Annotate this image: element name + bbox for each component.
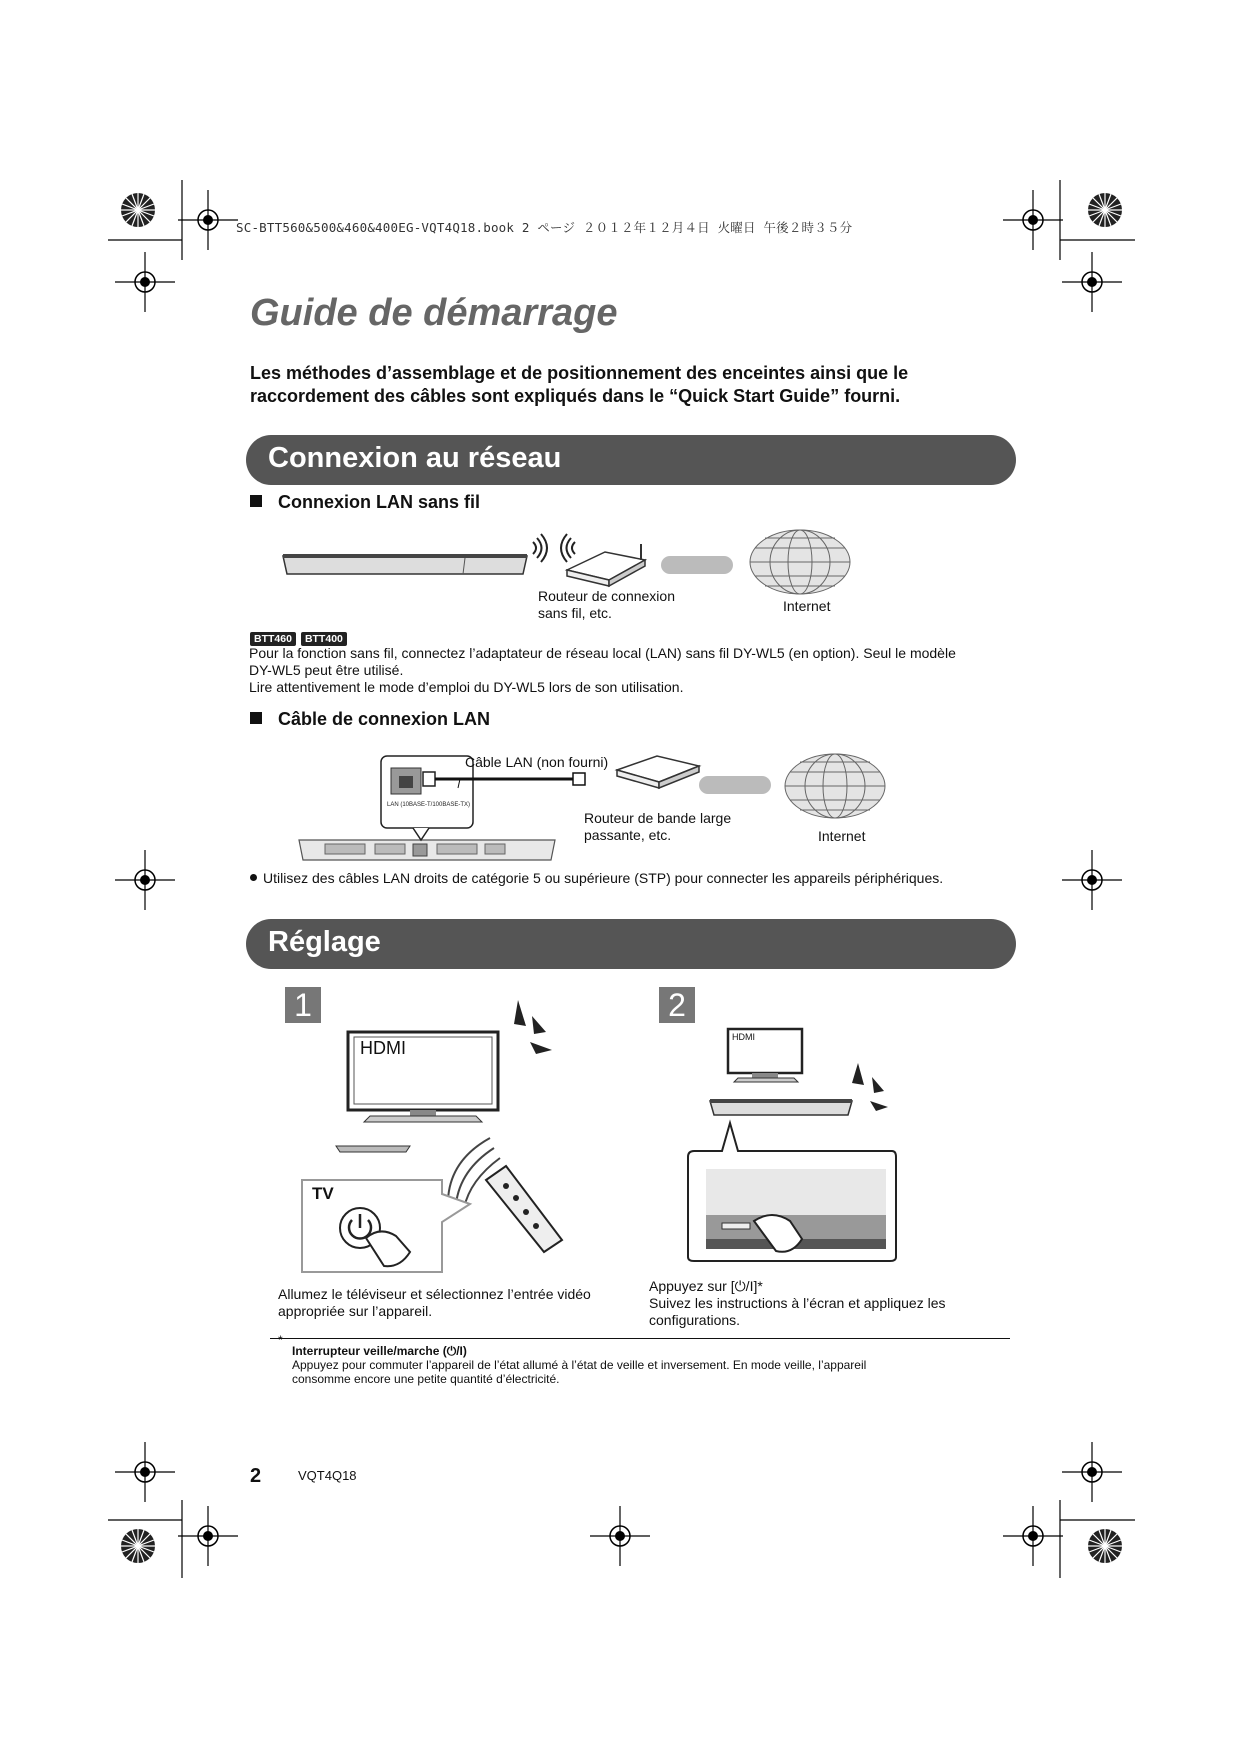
lan-port-callout bbox=[381, 756, 473, 840]
footnote-marker: * bbox=[278, 1333, 283, 1347]
connection-pill bbox=[661, 556, 733, 574]
tv-label: TV bbox=[312, 1184, 334, 1203]
step-1-number: 1 bbox=[285, 987, 321, 1023]
step-2-caption-line1: Appuyez sur [⏻/I]* bbox=[649, 1278, 763, 1294]
wireless-signal-icon bbox=[533, 534, 575, 562]
ir-wave-icon bbox=[448, 1138, 500, 1208]
wireless-router-icon bbox=[567, 544, 645, 586]
model-badge: BTT460 bbox=[250, 632, 296, 646]
power-button-callout bbox=[688, 1123, 896, 1261]
connection-pill bbox=[699, 776, 771, 794]
wired-router-label-line1: Routeur de bande large bbox=[584, 810, 732, 826]
step-2-caption-line2: Suivez les instructions à l’écran et appliquez les bbox=[649, 1295, 946, 1311]
wired-router-label-line2: passante, etc. bbox=[584, 827, 672, 843]
wired-subheading bbox=[250, 709, 490, 730]
player-icon bbox=[336, 1146, 410, 1152]
setup-section-band bbox=[246, 919, 1016, 969]
wireless-subheading bbox=[250, 492, 480, 513]
square-bullet-icon bbox=[250, 495, 262, 507]
wireless-router-label-line1: Routeur de connexion bbox=[538, 588, 675, 604]
signal-flash-icon bbox=[852, 1063, 888, 1111]
page-number: 2 bbox=[250, 1465, 262, 1487]
lan-cable-label: Câble LAN (non fourni) bbox=[465, 754, 609, 770]
bluray-player-rear-icon bbox=[299, 840, 555, 860]
document-code: VQT4Q18 bbox=[298, 1468, 357, 1483]
step-2-tv-screen-label: HDMI bbox=[732, 1032, 755, 1042]
footnote bbox=[292, 1344, 1012, 1386]
network-section-heading: Connexion au réseau bbox=[268, 442, 562, 474]
step-1-caption-line1: Allumez le téléviseur et sélectionnez l’entrée vidéo bbox=[278, 1286, 591, 1302]
internet-globe-icon bbox=[750, 530, 850, 594]
model-badge: BTT400 bbox=[301, 632, 347, 646]
file-header-line: SC-BTT560&500&460&400EG-VQT4Q18.book 2 ページ ２０１２年１２月４日 火曜日 午後２時３５分 bbox=[236, 220, 853, 235]
cable-plug-icon bbox=[573, 773, 585, 785]
lan-port-label: LAN (10BASE-T/100BASE-TX) bbox=[387, 802, 471, 808]
footnote-text-line2: consomme encore une petite quantité d’électricité. bbox=[292, 1372, 560, 1386]
page-title: Guide de démarrage bbox=[250, 292, 618, 334]
footnote-text-line1: Appuyez pour commuter l’appareil de l’état allumé à l’état de veille et inversement. En mode veille, l’appareil bbox=[292, 1358, 867, 1372]
intro-text: Les méthodes d’assemblage et de positionnement des enceintes ainsi que le raccordement des câbles sont expliqués dans le “Quick Start Guide” fourni. bbox=[250, 363, 909, 406]
wired-router-label bbox=[584, 810, 731, 844]
step-1-illustration bbox=[300, 990, 590, 1270]
wireless-router-label bbox=[538, 588, 675, 622]
bluray-player-icon bbox=[283, 554, 527, 574]
step-2-illustration bbox=[690, 1025, 910, 1265]
remote-control-icon bbox=[486, 1166, 562, 1252]
wireless-note-line1: Pour la fonction sans fil, connectez l’adaptateur de réseau local (LAN) sans fil DY-WL5 (en option). Seul le modèle bbox=[249, 645, 956, 661]
wireless-subheading-text: Connexion LAN sans fil bbox=[278, 492, 481, 512]
player-icon bbox=[710, 1099, 852, 1115]
internet-globe-icon bbox=[785, 754, 885, 818]
broadband-router-icon bbox=[617, 756, 699, 788]
step-1-caption bbox=[278, 1286, 618, 1320]
step-1-caption-line2: appropriée sur l’appareil. bbox=[278, 1303, 433, 1319]
wireless-note-line3: Lire attentivement le mode d’emploi du DY-WL5 lors de son utilisation. bbox=[249, 679, 684, 695]
wired-subheading-text: Câble de connexion LAN bbox=[278, 709, 491, 729]
step-2-number: 2 bbox=[659, 987, 695, 1023]
wireless-note bbox=[249, 645, 1029, 696]
square-bullet-icon bbox=[250, 712, 262, 724]
wireless-router-label-line2: sans fil, etc. bbox=[538, 605, 612, 621]
step-2-caption bbox=[649, 1278, 1009, 1329]
wired-bullet-text: Utilisez des câbles LAN droits de catégorie 5 ou supérieure (STP) pour connecter les appareils périphériques. bbox=[263, 870, 944, 886]
bullet-dot-icon bbox=[250, 874, 257, 881]
step-1-tv-screen-label: HDMI bbox=[360, 1038, 406, 1058]
wired-bullet bbox=[250, 870, 1030, 887]
wired-internet-label: Internet bbox=[818, 828, 866, 844]
wireless-internet-label: Internet bbox=[783, 598, 831, 614]
footnote-title: Interrupteur veille/marche (⏻/I) bbox=[292, 1344, 467, 1358]
footnote-divider bbox=[270, 1338, 1010, 1339]
step-2-caption-line3: configurations. bbox=[649, 1312, 741, 1328]
setup-section-heading: Réglage bbox=[268, 926, 381, 958]
wireless-note-line2: DY-WL5 peut être utilisé. bbox=[249, 662, 404, 678]
network-section-band bbox=[246, 435, 1016, 485]
signal-flash-icon bbox=[514, 1000, 552, 1054]
